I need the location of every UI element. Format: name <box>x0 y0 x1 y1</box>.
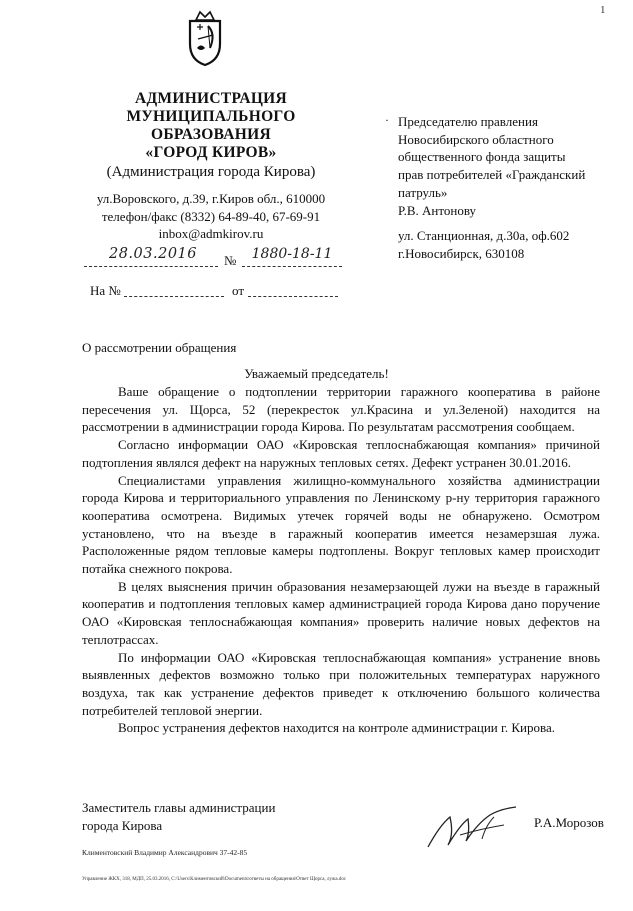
signatory-name: Р.А.Морозов <box>534 815 604 830</box>
org-name-line: МУНИЦИПАЛЬНОГО <box>126 108 296 125</box>
letter-subject: О рассмотрении обращения <box>82 340 237 355</box>
number-underline <box>242 266 342 267</box>
recipient-line: Новосибирского областного <box>398 131 554 147</box>
letter-body <box>82 383 600 737</box>
registration-line <box>84 246 344 274</box>
recipient-line: общественного фонда защиты <box>398 149 566 165</box>
coat-of-arms-icon <box>180 8 230 68</box>
sender-phone-fax: телефон/факс (8332) 64-89-40, 67-69-91 <box>101 208 321 224</box>
org-name-line: АДМИНИСТРАЦИЯ <box>134 90 288 107</box>
signatory-position <box>82 799 275 834</box>
body-paragraph: Ваше обращение о подтоплении территории гаражного кооператива в районе пересечения ул. Щорса, 52 (перекресток ул.Красина и ул.Зеленой) находится на рассмотрении в администрации города Кирова. По результатам рассмотрения сообщаем. <box>82 384 600 435</box>
body-paragraph: Специалистами управления жилищно-коммунального хозяйства администрации города Кирова и территориального управления по Ленинскому р-ну территория гаражного кооператива осмотрена. Видимых утечек горячей воды не обнаружено. Осмотром установлено, что на въезде в гаражный кооператив имеется незамерзшая лужа. Расположенные рядом тепловые камеры подтоплены. Вокруг тепловых камер происходит потайка снежного покрова. <box>82 472 600 577</box>
recipient-block <box>398 113 623 263</box>
letter-greeting: Уважаемый председатель! <box>244 366 389 381</box>
recipient-address-line: г.Новосибирск, 630108 <box>398 245 525 261</box>
org-short-name: (Администрация города Кирова) <box>106 164 316 180</box>
reference-date-blank <box>248 296 338 297</box>
body-paragraph: В целях выяснения причин образования незамерзающей лужи на въезде в гаражный кооператив и подтопления тепловых камер администрацией города Кирова дано поручение ОАО «Кировская теплоснабжающая компания» проверить наличие новых дефектов на теплотрассах. <box>82 578 600 647</box>
handwritten-signature <box>420 795 530 855</box>
reference-number-blank <box>124 296 224 297</box>
reference-line <box>90 283 340 303</box>
registration-number: 1880-18-11 <box>251 246 333 262</box>
recipient-line: прав потребителей «Гражданский <box>398 167 586 183</box>
registration-number-label: № <box>224 253 237 268</box>
recipient-line: патруль» <box>398 184 448 200</box>
registration-date: 28.03.2016 <box>108 246 198 262</box>
reference-date-label: от <box>232 283 245 298</box>
recipient-line: Председателю правления <box>398 114 538 129</box>
sender-email: inbox@admkirov.ru <box>158 226 264 241</box>
org-name-line: «ГОРОД КИРОВ» <box>145 144 277 161</box>
body-paragraph: Согласно информации ОАО «Кировская теплоснабжающая компания» причиной подтопления являлся дефект на наружных тепловых сетях. Дефект устранен 30.01.2016. <box>82 437 600 470</box>
sender-address: ул.Воровского, д.39, г.Киров обл., 610000 <box>96 191 326 206</box>
page-corner-mark: 1 <box>600 4 606 16</box>
executor-line: Климентовский Владимир Александрович 37-42-85 <box>82 848 248 857</box>
sender-block <box>80 90 342 243</box>
file-reference-line: Управление ЖКХ, 318, МДП, 25.03.2016, C:\Users\Климентовский\Documents\ответы на обращения\Ответ Щорса, лужа.doc <box>82 877 347 882</box>
recipient-address-line: ул. Станционная, д.30а, оф.602 <box>398 228 570 244</box>
signatory-position-line: Заместитель главы администрации <box>82 800 276 815</box>
body-paragraph: По информации ОАО «Кировская теплоснабжающая компания» устранение вновь выявленных дефектов возможно только при положительных температурах наружного воздуха, так как устранение дефектов приведет к отключению большого количества потребителей тепловой энергии. <box>82 649 600 718</box>
recipient-line: Р.В. Антонову <box>398 202 477 218</box>
bullet-mark: · <box>385 113 389 127</box>
signatory-position-line: города Кирова <box>82 817 163 833</box>
reference-number-label: На № <box>90 283 121 298</box>
body-paragraph: Вопрос устранения дефектов находится на контроле администрации г. Кирова. <box>118 720 555 736</box>
date-underline <box>84 266 218 267</box>
org-name-line: ОБРАЗОВАНИЯ <box>151 126 271 143</box>
